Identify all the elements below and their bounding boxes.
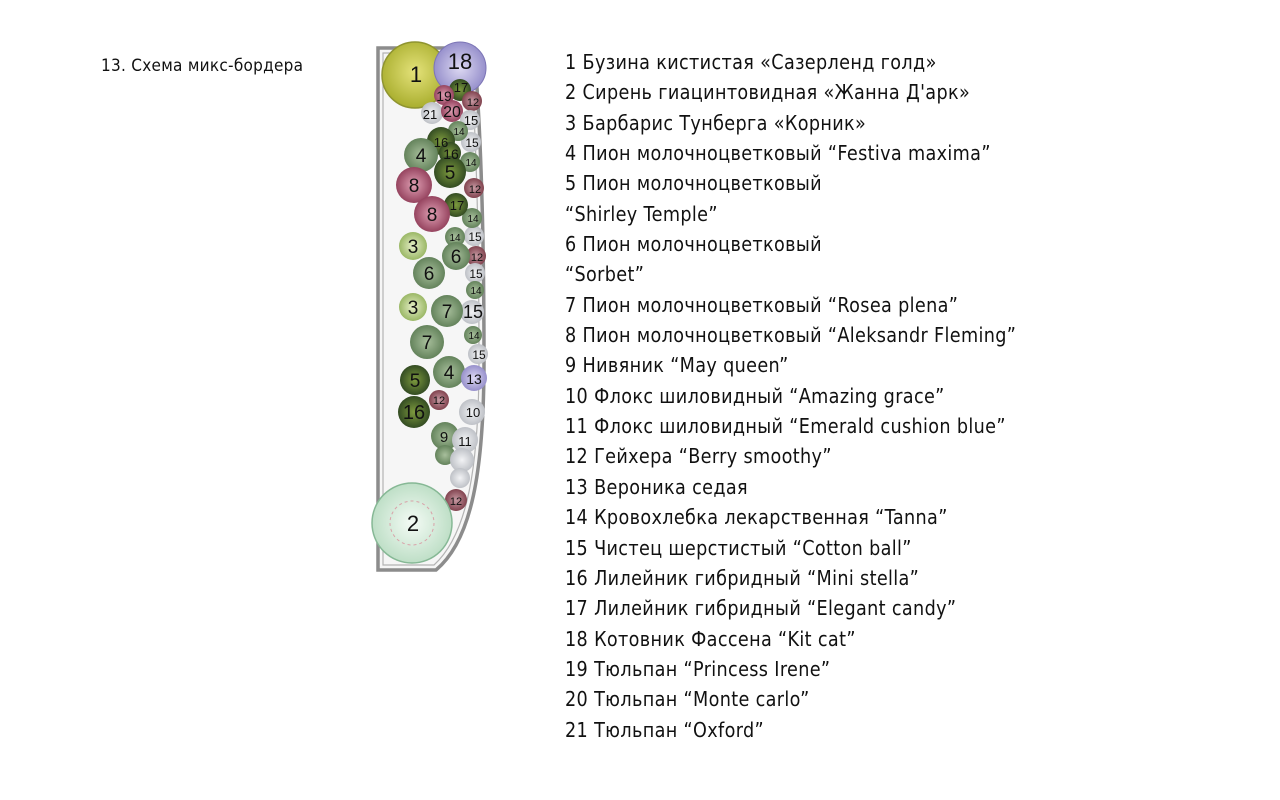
legend-item: 6 Пион молочноцветковый (565, 232, 822, 257)
plant-label: 14 (453, 127, 465, 138)
plant-label: 2 (406, 511, 420, 536)
plant-label: 14 (468, 331, 480, 342)
plant-label: 17 (449, 198, 465, 213)
plant-label: 4 (415, 146, 427, 167)
legend-item: 9 Нивяник “May queen” (565, 353, 789, 378)
legend-item: 17 Лилейник гибридный “Elegant candy” (565, 596, 957, 621)
plant-label: 11 (458, 434, 472, 449)
plant-label: 19 (436, 88, 452, 104)
plant-label: 7 (421, 333, 433, 354)
legend-item: 20 Тюльпан “Monte carlo” (565, 687, 810, 712)
figure-caption: 13. Схема микс-бордера (101, 56, 304, 76)
plant-label: 1 (409, 62, 423, 87)
legend-item: 16 Лилейник гибридный “Mini stella” (565, 565, 920, 590)
plant-label: 6 (423, 264, 435, 285)
plant-label: 15 (462, 302, 484, 322)
legend-item: 14 Кровохлебка лекарственная “Tanna” (565, 505, 948, 530)
plant-label: 16 (443, 146, 459, 162)
plant-label: 15 (469, 267, 483, 281)
legend-item: 4 Пион молочноцветковый “Festiva maxima” (565, 141, 991, 166)
legend-item: 3 Барбарис Тунберга «Корник» (565, 110, 867, 135)
legend-item: 1 Бузина кистистая «Сазерленд голд» (565, 50, 937, 74)
plant-label: 13 (466, 371, 482, 387)
plant-label: 15 (463, 113, 479, 128)
plant-label: 12 (468, 184, 482, 196)
plant-label: 5 (444, 163, 456, 184)
legend-item: 2 Сирень гиацинтовидная «Жанна Д'арк» (565, 80, 971, 105)
plant-label: 16 (433, 135, 449, 150)
plant-label: 21 (422, 107, 438, 122)
plant-label: 8 (426, 205, 438, 226)
legend-item: 12 Гейхера “Berry smoothy” (565, 444, 832, 469)
plant-label: 5 (409, 371, 421, 392)
legend-item: 15 Чистец шерстистый “Cotton ball” (565, 535, 912, 560)
plant-label: 15 (465, 136, 479, 150)
plant-label: 17 (453, 80, 469, 95)
plant-label: 14 (449, 233, 461, 244)
legend-item: 10 Флокс шиловидный “Amazing grace” (565, 383, 945, 408)
plant-label: 7 (441, 302, 453, 323)
plant-label: 15 (472, 348, 486, 362)
plant-label: 3 (407, 298, 419, 319)
legend-item: 21 Тюльпан “Oxford” (565, 717, 765, 742)
plant-label: 20 (443, 104, 461, 121)
plant-label: 9 (439, 429, 449, 446)
legend-item: 18 Котовник Фассена “Kit cat” (565, 626, 856, 651)
plant-label: 14 (467, 214, 479, 225)
plant-label: 14 (470, 286, 482, 297)
plant-label: 15 (468, 230, 482, 244)
plant-label: 10 (465, 405, 481, 420)
legend-item: “Sorbet” (565, 262, 645, 287)
plant-label: 14 (465, 158, 477, 169)
plant-label: 3 (407, 237, 419, 258)
legend-item: “Shirley Temple” (565, 201, 718, 226)
legend-item: 19 Тюльпан “Princess Irene” (565, 656, 831, 681)
plant-label: 8 (408, 176, 420, 197)
plant-label: 12 (466, 97, 480, 109)
plant-label: 4 (443, 363, 455, 384)
legend-item: 13 Вероника седая (565, 474, 748, 499)
plant-label: 12 (470, 252, 484, 264)
legend-item: 7 Пион молочноцветковый “Rosea plena” (565, 292, 959, 317)
plant-label: 16 (402, 402, 426, 424)
plant-label: 6 (450, 247, 462, 268)
plant-label: 18 (447, 49, 473, 74)
plant-label: 12 (449, 496, 463, 508)
legend-item: 11 Флокс шиловидный “Emerald cushion blue” (565, 414, 1006, 439)
plant-label: 12 (432, 395, 446, 407)
plant-legend (565, 47, 1090, 745)
legend-item: 8 Пион молочноцветковый “Aleksandr Fleming” (565, 323, 1017, 348)
legend-item: 5 Пион молочноцветковый (565, 171, 822, 196)
